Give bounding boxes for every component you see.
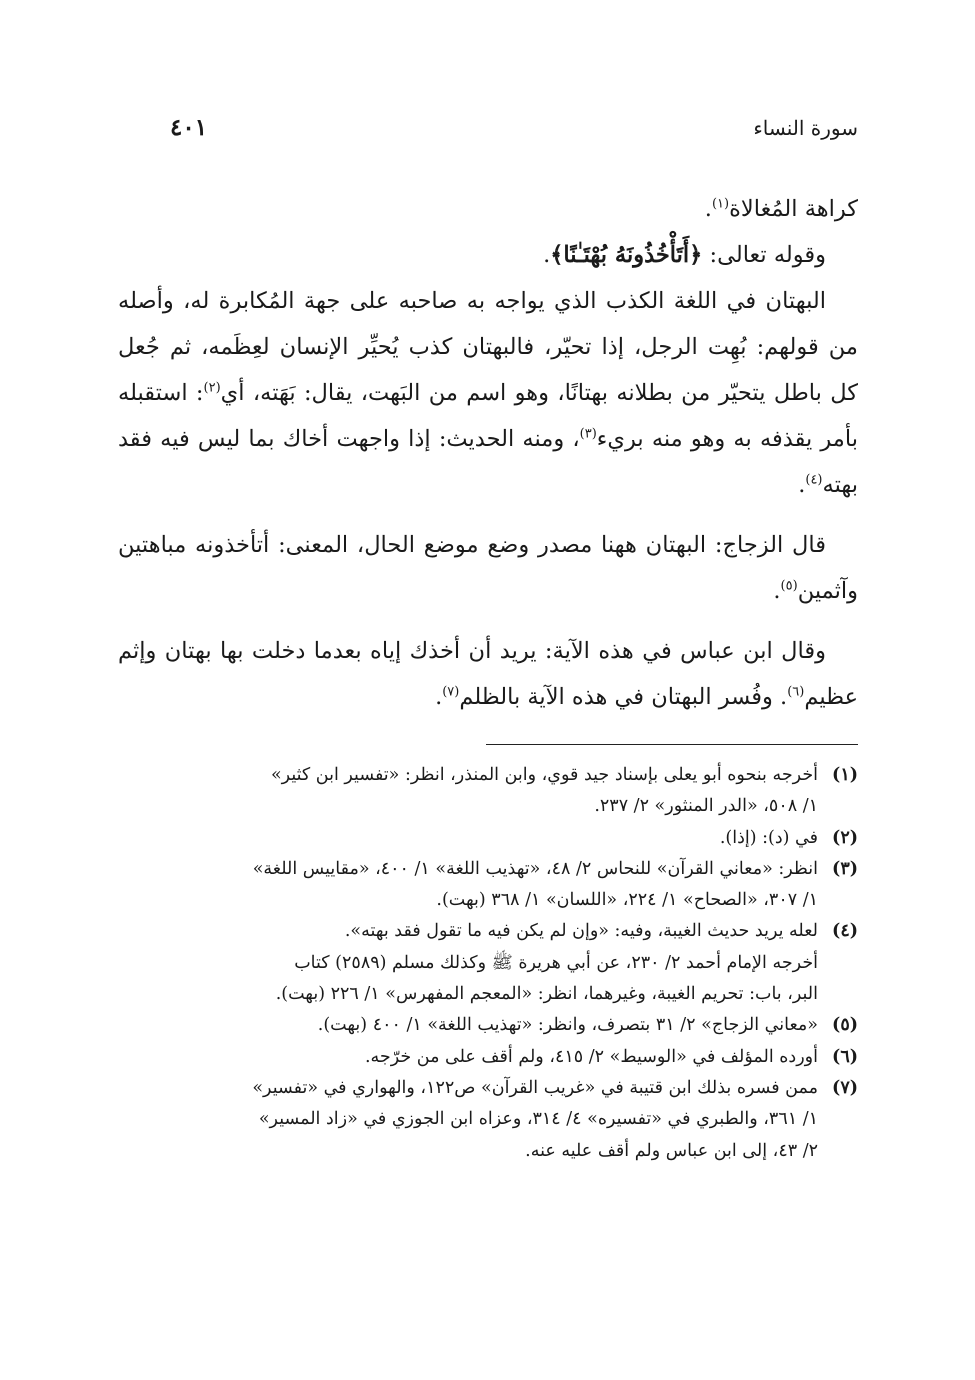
page <box>118 0 858 1380</box>
footnote-number: (٥) <box>832 1015 858 1036</box>
footnote-text: «معاني الزجاج» ٢/ ٣١ بتصرف، وانظر: «تهذيب اللغة» ١/ ٤٠٠ (بهت). <box>317 1015 818 1036</box>
footnote <box>118 916 858 1010</box>
page-number: ٤٠١ <box>170 114 208 141</box>
footnote-reference: (٥) <box>780 578 798 594</box>
surah-name: سورة النساء <box>753 116 858 140</box>
footnote-text: انظر: «معاني القرآن» للنحاس ٢/ ٤٨، «تهذيب اللغة» ١/ ٤٠٠، «مقاييس اللغة» <box>252 858 818 879</box>
paragraph-text: . وفُسر البهتان في هذه الآية بالظلم <box>459 684 788 710</box>
footnote-text: أخرجه الإمام أحمد ٢/ ٢٣٠، عن أبي هريرة ﷺ وكذلك مسلم (٢٥٨٩) كتاب <box>294 952 818 973</box>
footnote-number: (١) <box>832 765 858 785</box>
paragraph <box>118 522 858 614</box>
footnote-number: (٣) <box>832 858 858 879</box>
paragraph <box>118 186 858 232</box>
footnote <box>118 760 858 823</box>
footnote-text: في (د): (إذا). <box>719 827 818 848</box>
footnote-number: (٢) <box>832 827 858 848</box>
footnote-number: (٦) <box>832 1046 858 1067</box>
paragraph-text: وقال ابن عباس في هذه الآية: يريد أن أخذك إياه بعدما دخلت بها بهتان وإثم عظيم <box>118 638 858 710</box>
paragraph-text: : استقبله بأمر يقذفه به وهو منه بريء <box>118 380 858 452</box>
footnote-reference: (٧) <box>442 684 460 700</box>
footnote-text: ١/ ٥٠٨، «الدر المنثور» ٢/ ٢٣٧. <box>594 796 818 817</box>
paragraph-text: ، ومنه الحديث: إذا واجهت أخاك بما ليس فيه فقد بهته <box>118 426 858 498</box>
footnote-number: (٧) <box>832 1077 858 1098</box>
paragraph-text: . <box>704 196 712 222</box>
footnote-text: ١/ ٣٠٧، «الصحاح» ١/ ٢٢٤، «اللسان» ١/ ٣٦٨ (بهت). <box>436 890 818 911</box>
paragraph-text: . <box>773 578 781 604</box>
footnote-text: ممن فسره بذلك ابن قتيبة في «غريب القرآن» ص١٢٢، والهواري في «تفسير» <box>252 1077 818 1098</box>
footnote-separator <box>486 744 858 745</box>
main-text <box>118 186 858 720</box>
running-head <box>118 116 858 146</box>
footnote-text: ٢/ ٤٣، إلى ابن عباس ولم أقف عليه عنه. <box>525 1140 818 1161</box>
footnote-reference: (٢) <box>203 380 221 396</box>
paragraph <box>118 278 858 508</box>
footnote-text: ١/ ٣٦١، والطبري في «تفسيره» ٤/ ٣١٤، وعزاه ابن الجوزي في «زاد المسير» <box>258 1109 818 1130</box>
footnote-text: لعله يريد حديث الغيبة، وفيه: «وإن لم يكن فيه ما تقول فقد بهته». <box>344 921 818 942</box>
footnote <box>118 823 858 854</box>
footnote-text: أورده المؤلف في «الوسيط» ٢/ ٤١٥، ولم أقف على من خرّجه. <box>364 1046 818 1067</box>
footnote-number: (٤) <box>832 921 858 942</box>
quran-verse: ﴿أَتَأْخُذُونَهُ بُهْتَـٰنًا﴾ <box>550 242 703 268</box>
paragraph-text: . <box>543 242 551 268</box>
footnote-reference: (٦) <box>787 684 805 700</box>
paragraph <box>118 628 858 720</box>
footnote <box>118 854 858 917</box>
footnote-text: البر، باب: تحريم الغيبة، وغيرهما، انظر: «المعجم المفهرس» ١/ ٢٢٦ (بهت). <box>275 984 818 1005</box>
paragraph-text: . <box>798 472 806 498</box>
paragraph <box>118 232 858 278</box>
paragraph-text: البهتان في اللغة الكذب الذي يواجه به صاحبه على جهة المُكابرة له، وأصله من قولهم: بُهِت الرجل، إذا تحيّر، فالبهتان كذب يُحيِّر الإنسان لعِظَمه، ثم جُعل كل باطل يتحيّر من بطلانه بهتانًا، وهو اسم من البَهت، يقال: بَهَته، أي <box>118 288 858 406</box>
footnote <box>118 1073 858 1167</box>
paragraph-text: وقوله تعالى: <box>702 242 826 268</box>
footnotes-list <box>118 760 858 1167</box>
paragraph-text: قال الزجاج: البهتان ههنا مصدر وضع موضع الحال، المعنى: أتأخذونه مباهتين وآثمين <box>118 532 858 604</box>
paragraph-text: كراهة المُغالاة <box>729 196 858 222</box>
footnote-reference: (٣) <box>579 426 597 442</box>
paragraph-text: . <box>435 684 443 710</box>
footnote <box>118 1042 858 1073</box>
footnote-text: أخرجه بنحوه أبو يعلى بإسناد جيد قوي، وابن المنذر، انظر: «تفسير ابن كثير» <box>270 765 818 785</box>
footnote-reference: (١) <box>711 196 730 212</box>
footnote <box>118 1010 858 1041</box>
footnote-reference: (٤) <box>805 472 823 488</box>
